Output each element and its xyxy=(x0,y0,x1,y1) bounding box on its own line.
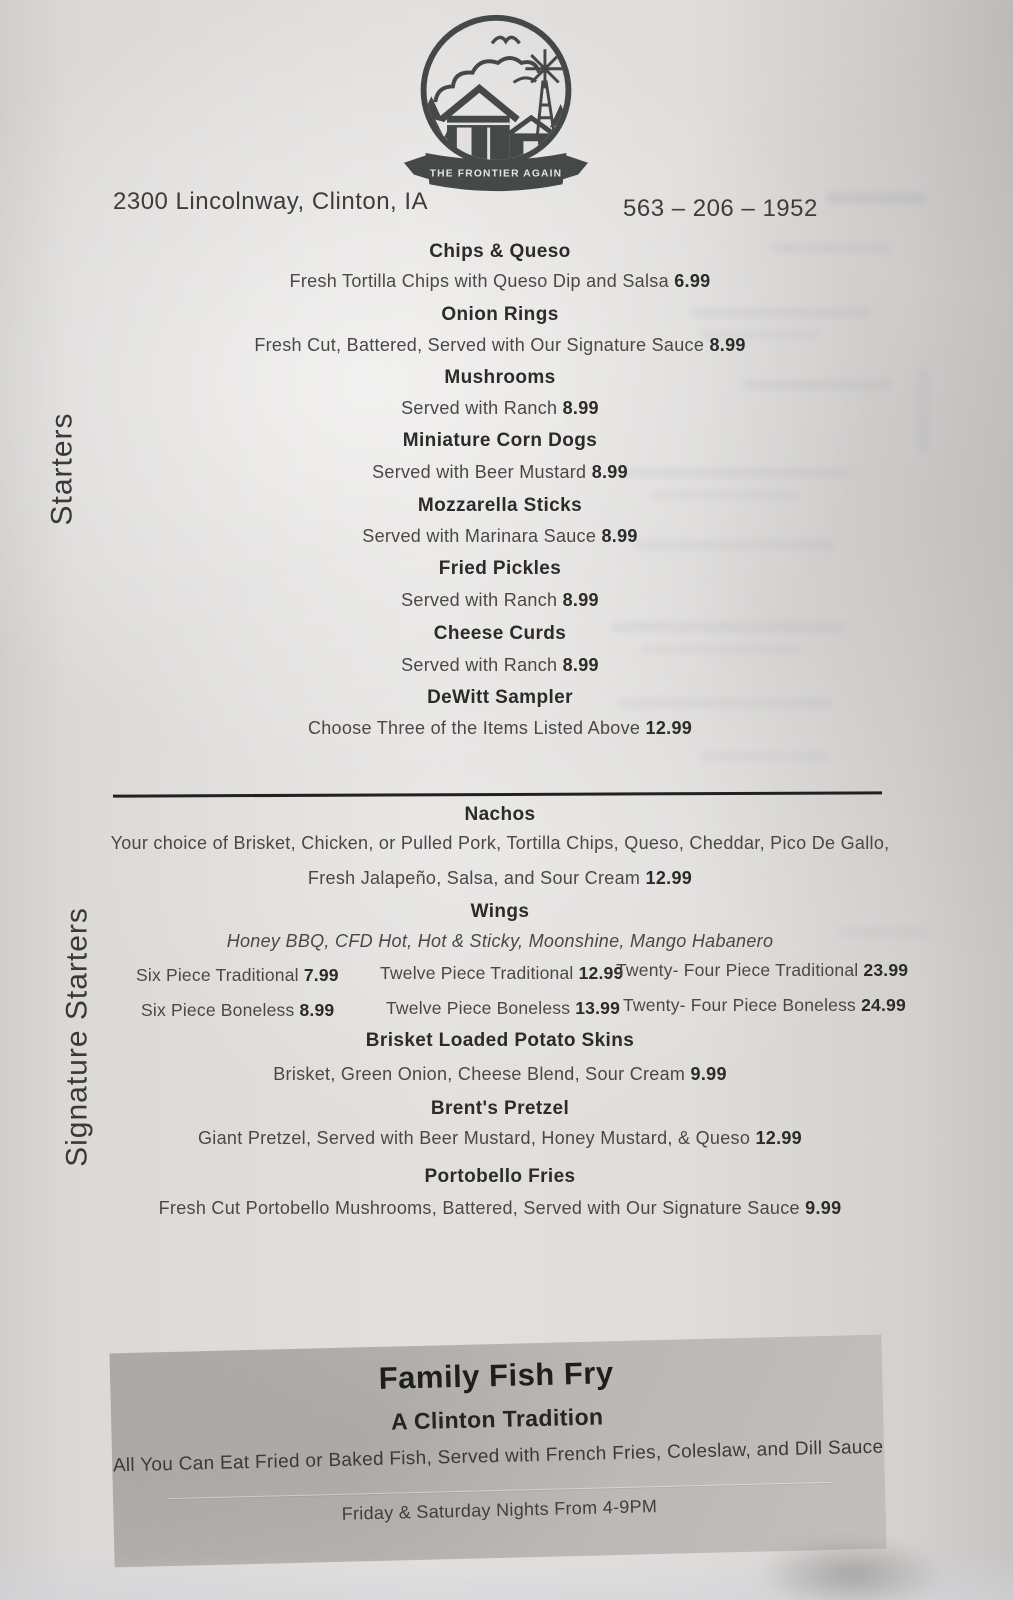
menu-item-desc xyxy=(110,718,890,739)
desc-text: Fresh Jalapeño, Salsa, and Sour Cream xyxy=(307,868,641,888)
wings-option-label: Twelve Piece Boneless xyxy=(386,998,571,1018)
desc-text: Your choice of Brisket, Chicken, or Pulled Pork, Tortilla Chips, Queso, Cheddar, Pico De Gallo, xyxy=(110,833,890,853)
wings-option xyxy=(136,965,339,986)
bleed-through-smudge xyxy=(916,368,929,453)
menu-item-price: 12.99 xyxy=(645,868,693,888)
menu-item-name: Mushrooms xyxy=(444,367,556,388)
wings-option xyxy=(616,960,908,981)
fish-fry-panel xyxy=(110,1335,887,1568)
wings-option xyxy=(623,995,906,1016)
menu-item-price: 8.99 xyxy=(562,590,599,610)
menu-item-name: Nachos xyxy=(464,804,536,825)
menu-item-desc xyxy=(110,335,890,356)
restaurant-logo xyxy=(398,12,594,198)
desc-text: Choose Three of the Items Listed Above xyxy=(307,718,641,738)
wings-option-price: 12.99 xyxy=(578,963,624,983)
desc-text: Fresh Cut Portobello Mushrooms, Battered, Served with Our Signature Sauce xyxy=(158,1198,800,1218)
wings-option xyxy=(380,963,623,984)
wings-option-price: 13.99 xyxy=(575,998,621,1018)
menu-item-price: 8.99 xyxy=(591,462,628,482)
menu-item-desc xyxy=(110,462,890,483)
fish-fry-schedule: Friday & Saturday Nights From 4-9PM xyxy=(341,1496,658,1524)
desc-text: Fresh Tortilla Chips with Queso Dip and Salsa xyxy=(289,271,669,291)
wings-option-label: Twenty- Four Piece Traditional xyxy=(616,960,859,980)
desc-text: Fresh Cut, Battered, Served with Our Signature Sauce xyxy=(254,335,705,355)
menu-item-desc xyxy=(110,271,890,292)
desc-text: Served with Beer Mustard xyxy=(372,462,587,482)
menu-item-name: Fried Pickles xyxy=(438,558,562,579)
menu-item-desc xyxy=(110,1128,890,1149)
section-label-starters: Starters xyxy=(45,412,79,526)
fish-fry-title: Family Fish Fry xyxy=(378,1355,615,1396)
photo-shadow xyxy=(756,1538,946,1600)
section-divider-line xyxy=(113,791,882,797)
menu-item-price: 8.99 xyxy=(562,655,599,675)
menu-item-name: Onion Rings xyxy=(441,304,559,325)
menu-item-desc xyxy=(110,526,890,547)
wings-option xyxy=(386,998,620,1019)
menu-item-desc xyxy=(110,1064,890,1085)
menu-item-name: Brent's Pretzel xyxy=(430,1098,570,1119)
menu-item-price: 8.99 xyxy=(709,335,746,355)
menu-item-name: Wings xyxy=(470,901,530,922)
menu-item-price: 8.99 xyxy=(562,398,599,418)
menu-item-name: Portobello Fries xyxy=(424,1166,576,1187)
menu-item-name: DeWitt Sampler xyxy=(427,687,573,708)
menu-item-desc xyxy=(110,590,890,611)
desc-text: Served with Marinara Sauce xyxy=(362,526,597,546)
menu-item-name: Chips & Queso xyxy=(429,241,571,262)
menu-item-desc xyxy=(110,398,890,419)
desc-text: Served with Ranch xyxy=(401,590,558,610)
menu-item-price: 8.99 xyxy=(601,526,638,546)
bird-icon xyxy=(492,37,519,43)
menu-item-name: Miniature Corn Dogs xyxy=(402,430,598,451)
address-text: 2300 Lincolnway, Clinton, IA xyxy=(113,188,429,215)
menu-item-name: Mozzarella Sticks xyxy=(417,495,583,516)
section-label-signature-starters: Signature Starters xyxy=(60,907,94,1167)
desc-text: Served with Ranch xyxy=(401,655,558,675)
bleed-through-smudge xyxy=(640,645,800,654)
wings-flavor-list: Honey BBQ, CFD Hot, Hot & Sticky, Moonshine, Mango Habanero xyxy=(226,931,774,951)
logo-banner-text: THE FRONTIER AGAIN xyxy=(429,168,563,180)
bleed-through-smudge xyxy=(826,192,926,204)
wings-option-price: 7.99 xyxy=(303,965,339,985)
menu-item-desc xyxy=(110,833,890,854)
wings-option-price: 24.99 xyxy=(861,995,906,1015)
menu-item-name: Cheese Curds xyxy=(433,623,567,644)
wings-option-price: 23.99 xyxy=(863,960,909,980)
desc-text: Served with Ranch xyxy=(401,398,558,418)
wings-option-label: Six Piece Boneless xyxy=(141,1000,295,1020)
fish-fry-desc: All You Can Eat Fried or Baked Fish, Served with French Fries, Coleslaw, and Dill Sauce xyxy=(112,1436,884,1477)
menu-item-desc xyxy=(110,868,890,889)
bleed-through-smudge xyxy=(700,752,830,761)
menu-item-desc xyxy=(110,1198,890,1219)
menu-item-price: 12.99 xyxy=(755,1128,802,1148)
desc-text: Brisket, Green Onion, Cheese Blend, Sour Cream xyxy=(273,1064,686,1084)
menu-item-name: Brisket Loaded Potato Skins xyxy=(365,1030,635,1051)
fish-fry-subtitle: A Clinton Tradition xyxy=(390,1403,604,1435)
phone-text: 563 – 206 – 1952 xyxy=(623,195,818,222)
desc-text: Giant Pretzel, Served with Beer Mustard, Honey Mustard, & Queso xyxy=(198,1128,751,1148)
menu-item-price: 9.99 xyxy=(690,1064,727,1084)
menu-item-price: 6.99 xyxy=(674,271,711,291)
wings-option xyxy=(141,1000,334,1021)
wings-option-label: Twelve Piece Traditional xyxy=(380,963,574,983)
menu-item-desc xyxy=(110,655,890,676)
wings-option-label: Twenty- Four Piece Boneless xyxy=(623,995,857,1015)
wings-option-label: Six Piece Traditional xyxy=(136,965,299,985)
menu-item-price: 12.99 xyxy=(645,718,693,738)
wings-option-price: 8.99 xyxy=(299,1000,335,1020)
menu-item-price: 9.99 xyxy=(805,1198,842,1218)
